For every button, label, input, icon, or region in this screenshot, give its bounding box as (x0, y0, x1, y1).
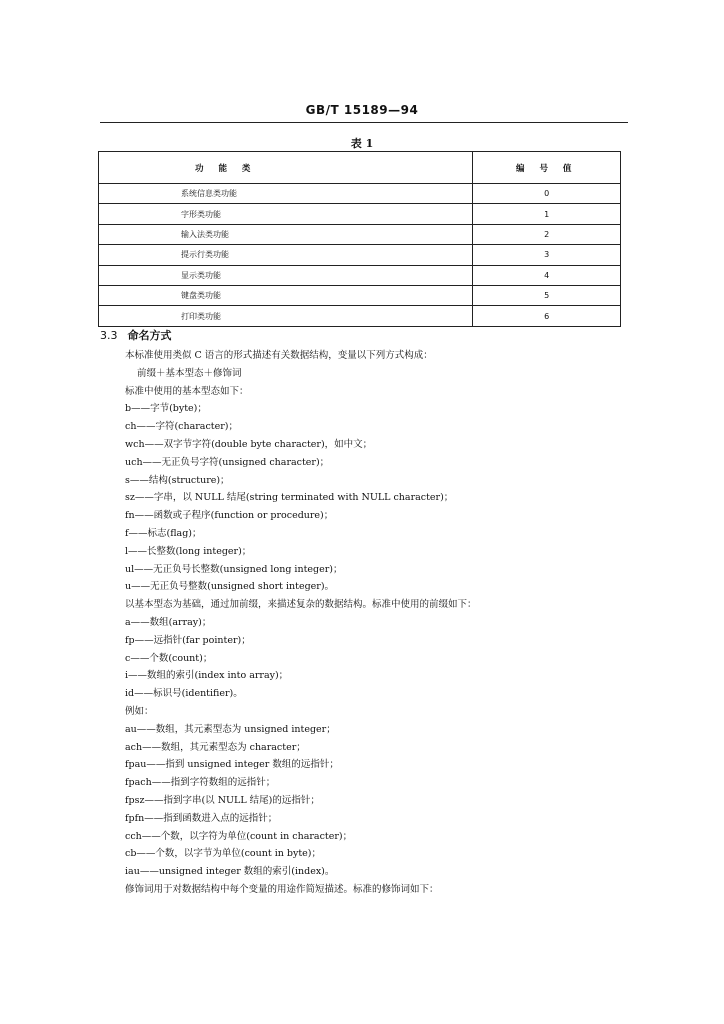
function-name-cell: 输入法类功能 (99, 224, 473, 244)
definition-line: uch——无正负号字符(unsigned character)； (125, 456, 330, 468)
value-cell: 6 (473, 306, 621, 326)
definition-line: ch——字符(character)； (125, 421, 238, 433)
section-body (125, 347, 625, 899)
function-name-cell: 键盘类功能 (99, 285, 473, 305)
example-line: fpfn——指到函数进入点的远指针； (125, 812, 278, 824)
definition-line: sz——字串，以 NULL 结尾(string terminated with NULL character)； (125, 492, 454, 504)
body-line: 本标准使用类似 C 语言的形式描述有关数据结构，变量以下列方式构成： (125, 350, 433, 361)
header-rule (100, 122, 628, 123)
table-row (99, 285, 621, 305)
page-header: GB/T 15189—94 (305, 103, 419, 117)
column-header-value: 编 号 值 (473, 152, 621, 184)
function-code-table (98, 151, 621, 327)
table-row (99, 245, 621, 265)
value-cell: 0 (473, 184, 621, 204)
value-cell: 5 (473, 285, 621, 305)
function-name-cell: 系统信息类功能 (99, 184, 473, 204)
body-line: 标准中使用的基本型态如下： (125, 385, 249, 397)
example-line: cb——个数，以字节为单位(count in byte)； (125, 848, 321, 860)
table-title: 表 1 (350, 137, 374, 150)
example-line: fpsz——指到字串(以 NULL 结尾)的远指针； (125, 794, 320, 806)
definition-line: c——个数(count)； (125, 652, 213, 664)
function-name-cell: 打印类功能 (99, 306, 473, 326)
definition-line: s——结构(structure)； (125, 474, 230, 486)
definition-line: l——长整数(long integer)； (125, 545, 252, 557)
example-line: fpau——指到 unsigned integer 数组的远指针； (125, 759, 339, 771)
example-line: au——数组，其元素型态为 unsigned integer； (125, 723, 336, 735)
table-row (99, 224, 621, 244)
column-header-function: 功 能 类 (99, 152, 473, 184)
value-cell: 1 (473, 204, 621, 224)
definition-line: fn——函数或子程序(function or procedure)； (125, 510, 334, 522)
definition-line: ul——无正负号长整数(unsigned long integer)； (125, 563, 343, 575)
function-name-cell: 字形类功能 (99, 204, 473, 224)
value-cell: 2 (473, 224, 621, 244)
section-number: 3.3 (100, 329, 118, 342)
section-title: 命名方式 (127, 329, 172, 342)
section-heading (100, 327, 172, 343)
definition-line: wch——双字节字符(double byte character)，如中文； (125, 438, 373, 450)
value-cell: 4 (473, 265, 621, 285)
formula-line: 前缀＋基本型态＋修饰词 (137, 367, 242, 379)
table-header-row (99, 152, 621, 184)
function-name-cell: 提示行类功能 (99, 245, 473, 265)
definition-line: fp——远指针(far pointer)； (125, 634, 251, 646)
value-cell: 3 (473, 245, 621, 265)
definition-line: b——字节(byte)； (125, 403, 207, 415)
example-line: fpach——指到字符数组的远指针； (125, 777, 276, 789)
definition-line: id——标识号(identifier)。 (125, 688, 243, 700)
example-line: iau——unsigned integer 数组的索引(index)。 (125, 866, 335, 878)
definition-line: i——数组的索引(index into array)； (125, 670, 289, 682)
body-line: 以基本型态为基础，通过加前缀，来描述复杂的数据结构。标准中使用的前缀如下： (125, 599, 477, 611)
example-line: cch——个数，以字符为单位(count in character)； (125, 830, 353, 842)
definition-line: u——无正负号整数(unsigned short integer)。 (125, 581, 335, 593)
table-row (99, 184, 621, 204)
table-row (99, 306, 621, 326)
example-line: ach——数组，其元素型态为 character； (125, 741, 306, 753)
definition-line: a——数组(array)； (125, 616, 212, 628)
body-line: 例如： (125, 705, 154, 717)
table-row (99, 204, 621, 224)
table-row (99, 265, 621, 285)
body-line: 修饰词用于对数据结构中每个变量的用途作简短描述。标准的修饰词如下： (125, 883, 439, 895)
function-name-cell: 显示类功能 (99, 265, 473, 285)
definition-line: f——标志(flag)； (125, 527, 202, 539)
